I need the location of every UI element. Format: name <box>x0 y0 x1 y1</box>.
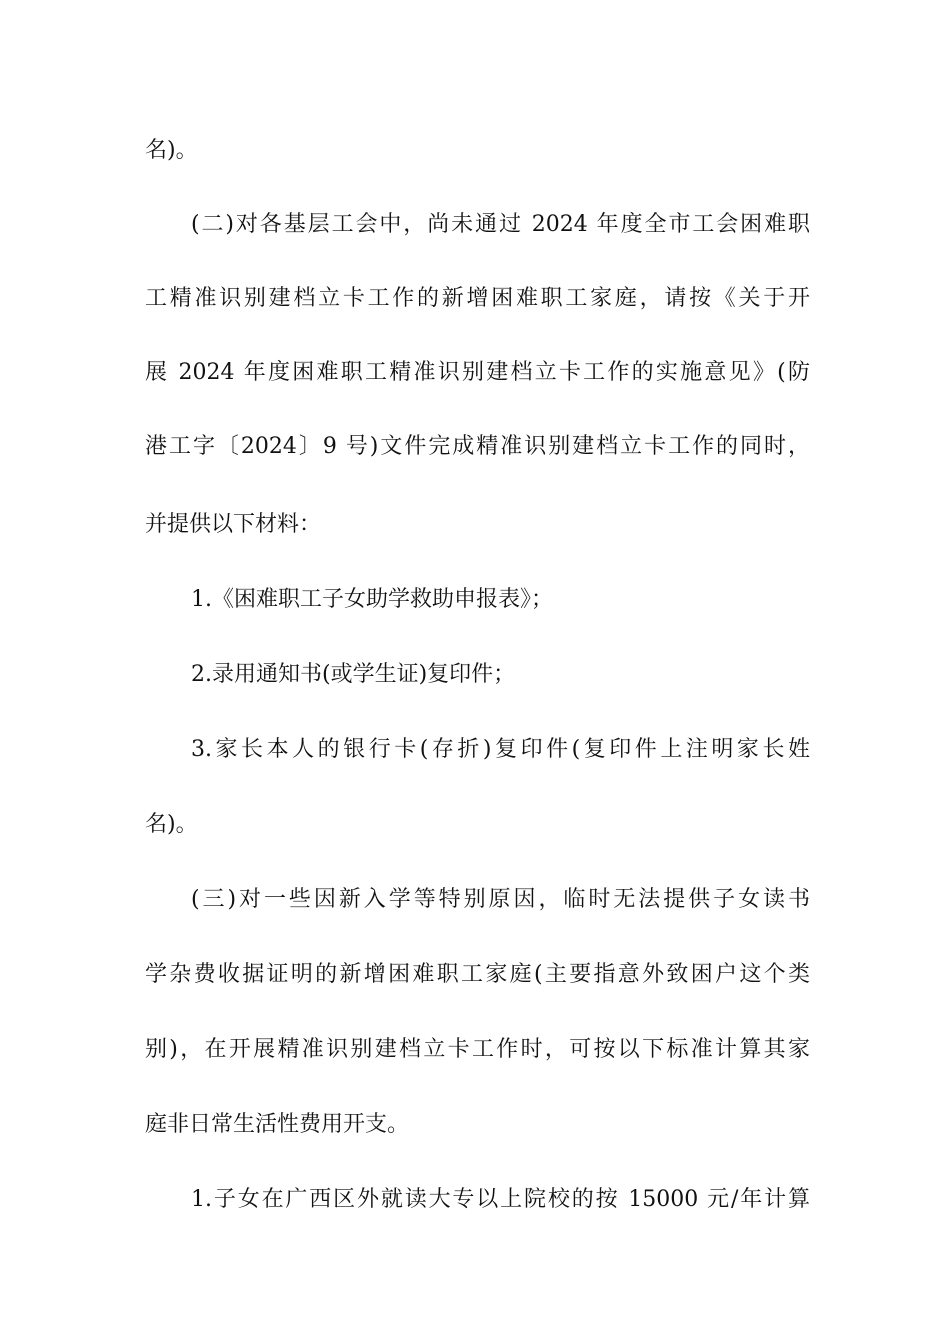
text-line: 工精准识别建档立卡工作的新增困难职工家庭，请按《关于开 <box>145 286 810 311</box>
text-line: 展 2024 年度困难职工精准识别建档立卡工作的实施意见》(防 <box>145 360 810 385</box>
list-item-line: 1.《困难职工子女助学救助申报表》； <box>191 587 553 612</box>
list-item-line: 3.家长本人的银行卡(存折)复印件(复印件上注明家长姓 <box>191 737 810 762</box>
text-line: 别)，在开展精准识别建档立卡工作时，可按以下标准计算其家 <box>145 1037 810 1062</box>
text-line: 名)。 <box>145 138 198 163</box>
list-item-line: 1.子女在广西区外就读大专以上院校的按 15000 元/年计算 <box>191 1187 810 1212</box>
text-line: 名)。 <box>145 812 198 837</box>
text-line: 庭非日常生活性费用开支。 <box>145 1112 410 1137</box>
paragraph-start-line: (三)对一些因新入学等特别原因，临时无法提供子女读书 <box>191 887 810 912</box>
text-line: 学杂费收据证明的新增困难职工家庭(主要指意外致困户这个类 <box>145 962 810 987</box>
paragraph-start-line: (二)对各基层工会中，尚未通过 2024 年度全市工会困难职 <box>191 212 810 237</box>
text-line: 港工字〔2024〕9 号)文件完成精准识别建档立卡工作的同时， <box>145 434 810 459</box>
list-item-line: 2.录用通知书(或学生证)复印件； <box>191 662 516 687</box>
text-line: 并提供以下材料： <box>145 512 322 537</box>
